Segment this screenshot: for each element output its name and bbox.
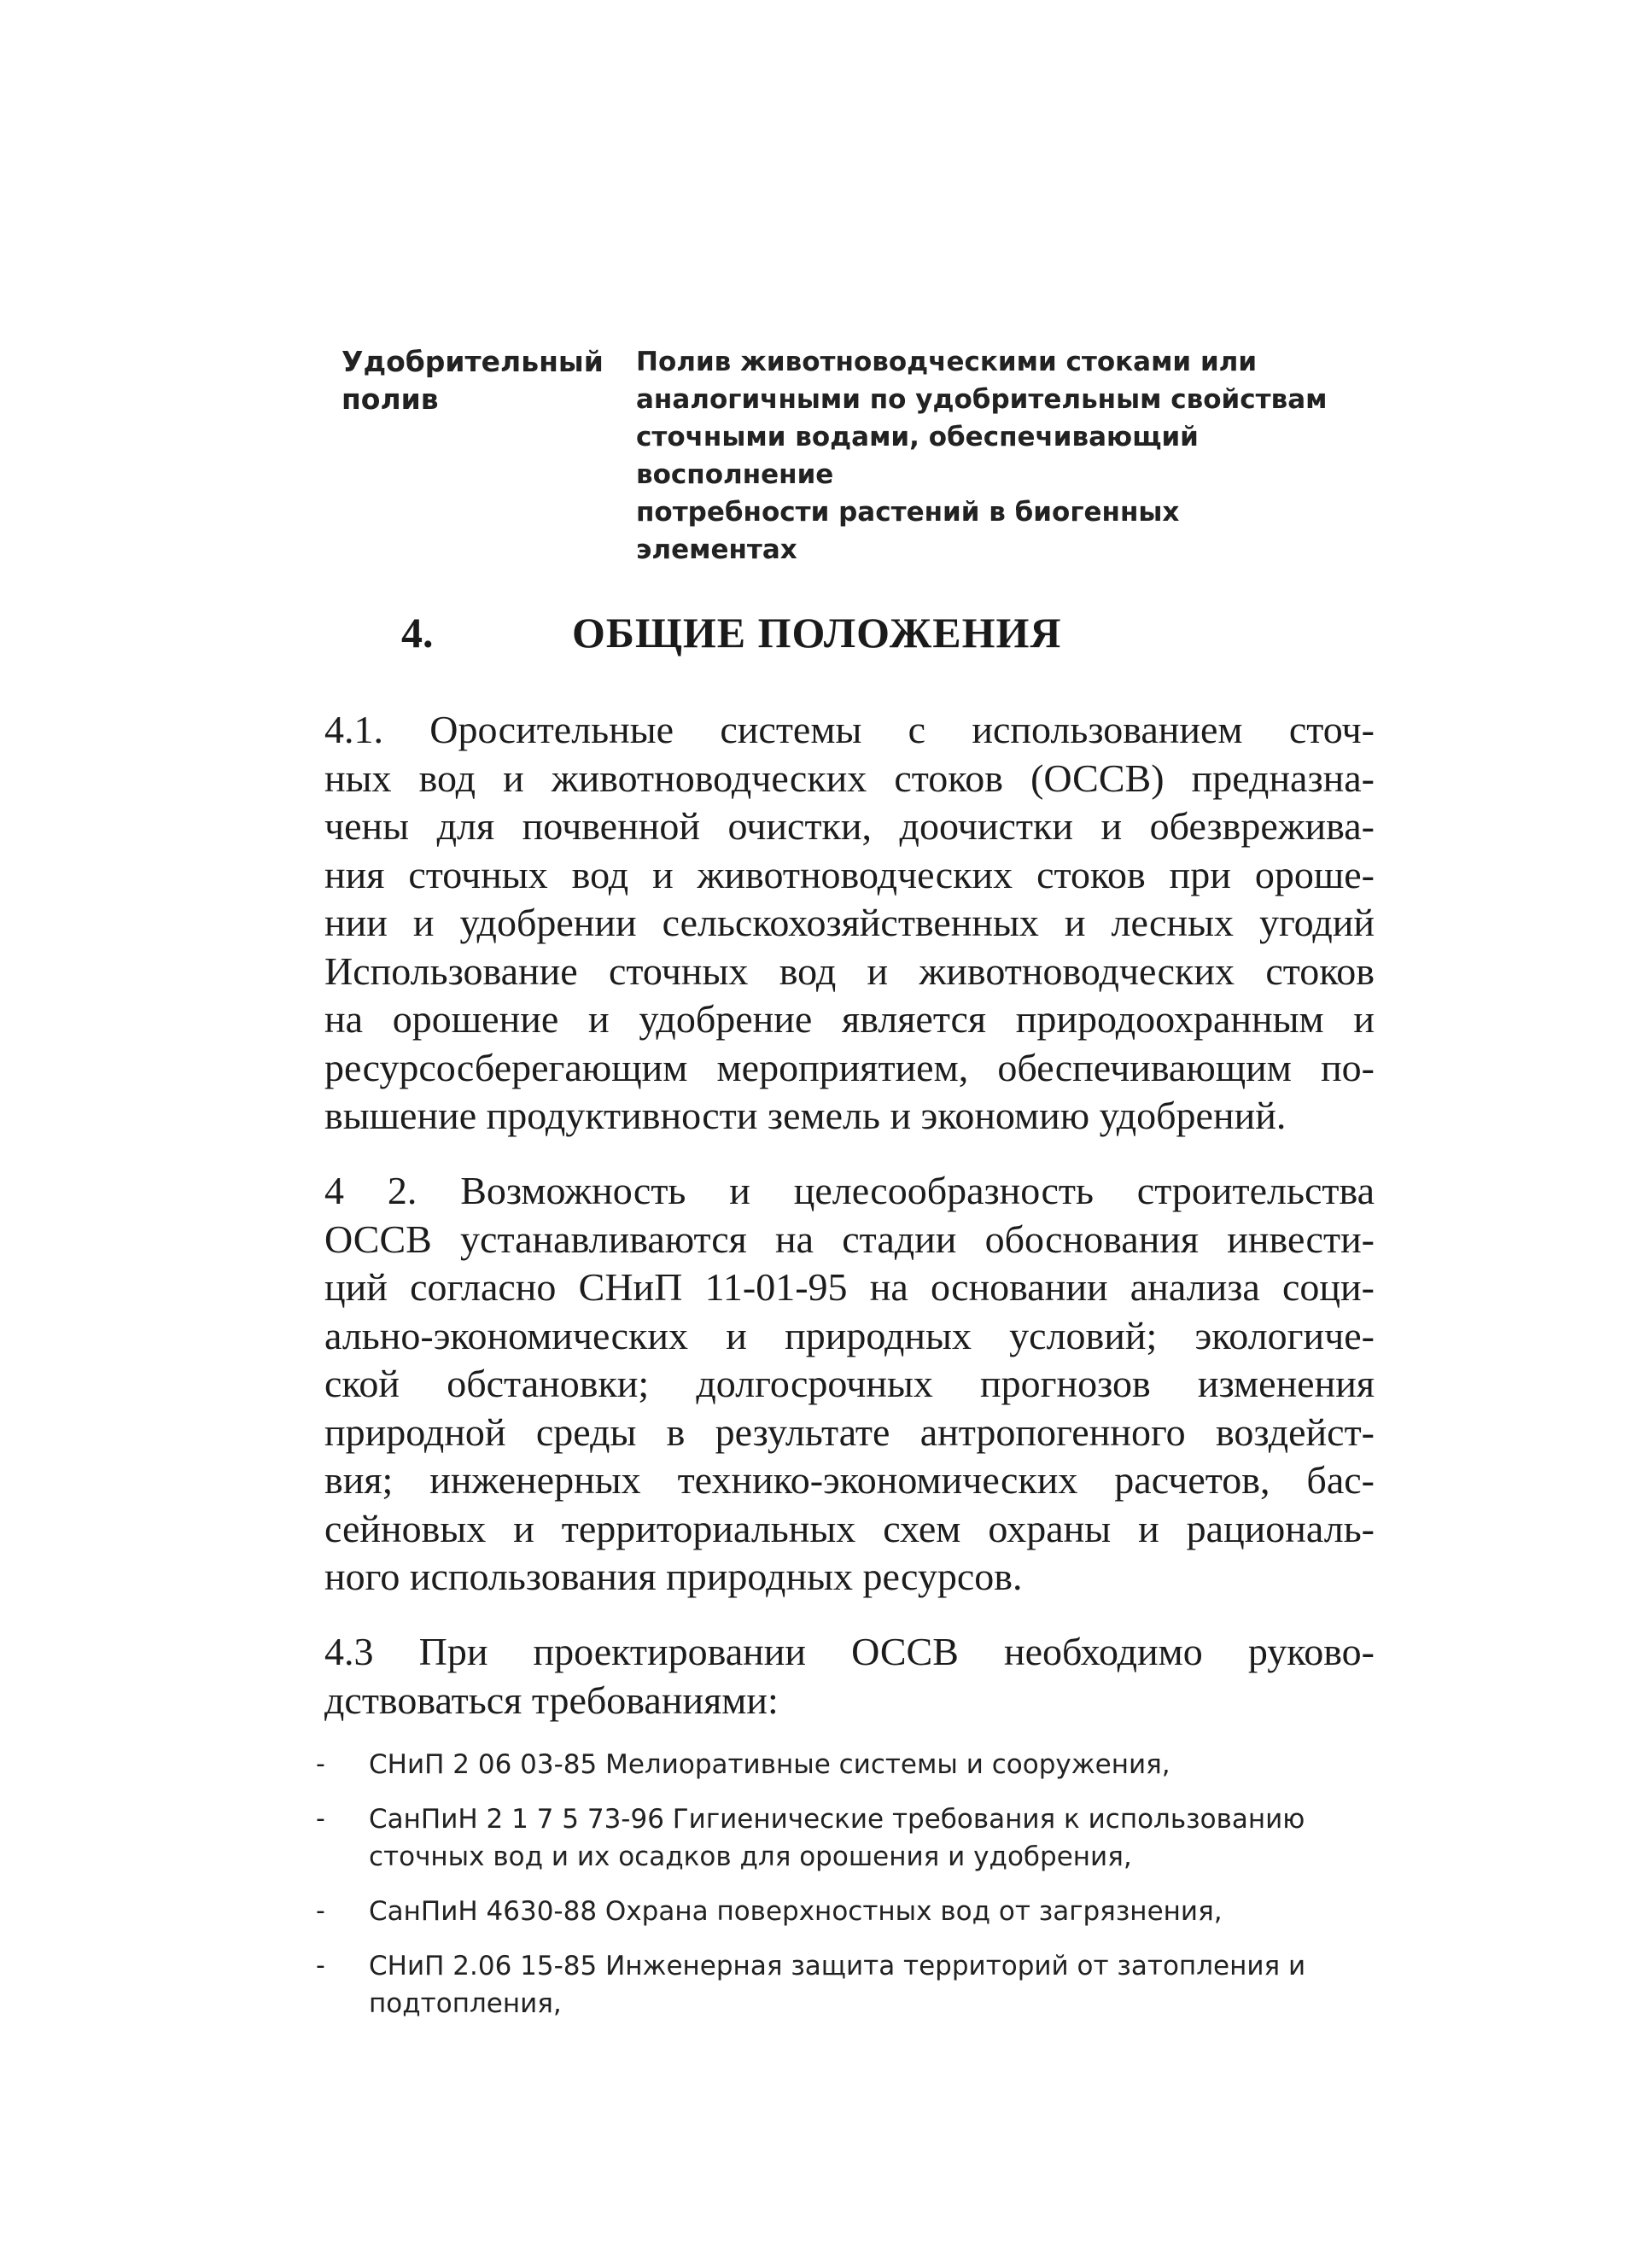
list-item: [316, 1947, 1383, 2022]
section-title: ОБЩИЕ ПОЛОЖЕНИЯ: [572, 609, 1062, 657]
paragraph-4-1: [324, 706, 1375, 1141]
paragraph-line: нии и удобрении сельскохозяйственных и лесных угодий: [324, 901, 1375, 944]
paragraph-line: Использование сточных вод и животноводческих стоков: [324, 948, 1375, 993]
paragraph-line: ного использования природных ресурсов.: [324, 1555, 1023, 1598]
list-item-text: СанПиН 4630-88 Охрана поверхностных вод от загрязнения,: [369, 1896, 1223, 1927]
paragraph-line: дствоваться требованиями:: [324, 1678, 779, 1722]
requirements-list: [316, 1746, 1383, 2040]
list-item: [316, 1893, 1383, 1930]
paragraph-4-3: [324, 1628, 1375, 1725]
paragraph-line: чены для почвенной очистки, доочистки и обезврежива-: [324, 804, 1375, 848]
paragraph-line: природной среды в результате антропогенного воздейст-: [324, 1409, 1375, 1454]
paragraph-line: на орошение и удобрение является природоохранным и: [324, 997, 1375, 1041]
definition-term: Удобрительный полив: [341, 345, 604, 416]
list-bullet: -: [316, 1951, 325, 1981]
paragraph-line: вия; инженерных технико-экономических расчетов, бас-: [324, 1458, 1375, 1502]
section-number: 4.: [401, 609, 434, 657]
list-item-text: СНиП 2.06 15-85 Инженерная защита территорий от затопления и подтопления,: [369, 1951, 1306, 2019]
list-item: [316, 1746, 1383, 1783]
list-item-text: СНиП 2 06 03-85 Мелиоративные системы и сооружения,: [369, 1749, 1170, 1780]
paragraph-line: ресурсосберегающим мероприятием, обеспечивающим по-: [324, 1045, 1375, 1089]
list-bullet: -: [316, 1896, 325, 1926]
paragraph-line: ской обстановки; долгосрочных прогнозов изменения: [324, 1362, 1375, 1405]
list-bullet: -: [316, 1804, 325, 1834]
paragraph-line: сейновых и территориальных схем охраны и рациональ-: [324, 1506, 1375, 1550]
paragraph-line: ально-экономических и природных условий; экологиче-: [324, 1313, 1375, 1357]
list-item: [316, 1800, 1383, 1876]
section-heading: [401, 608, 1255, 668]
paragraph-line: 4.3 При проектировании ОССВ необходимо руково-: [324, 1630, 1375, 1673]
paragraph-line: ния сточных вод и животноводческих стоков при ороше-: [324, 852, 1375, 896]
paragraph-line: ных вод и животноводческих стоков (ОССВ) предназна-: [324, 756, 1375, 800]
list-item-text: СанПиН 2 1 7 5 73-96 Гигиенические требования к использованию сточных вод и их осадков для орошения и удобрения,: [369, 1804, 1305, 1872]
paragraph-4-2: [324, 1167, 1375, 1602]
paragraph-line: 4 2. Возможность и целесообразность строительства: [324, 1169, 1375, 1212]
paragraph-line: вышение продуктивности земель и экономию удобрений.: [324, 1094, 1287, 1137]
definition-text: Полив животноводческими стоками или аналогичными по удобрительным свойствам сточными водами, обеспечивающий восполнение потребности растений в биогенных элементах: [636, 347, 1328, 565]
list-bullet: -: [316, 1749, 325, 1779]
paragraph-line: 4.1. Оросительные системы с использованием сточ-: [324, 708, 1375, 751]
paragraph-line: ОССВ устанавливаются на стадии обоснования инвести-: [324, 1217, 1375, 1261]
paragraph-line: ций согласно СНиП 11-01-95 на основании анализа соци-: [324, 1265, 1375, 1309]
